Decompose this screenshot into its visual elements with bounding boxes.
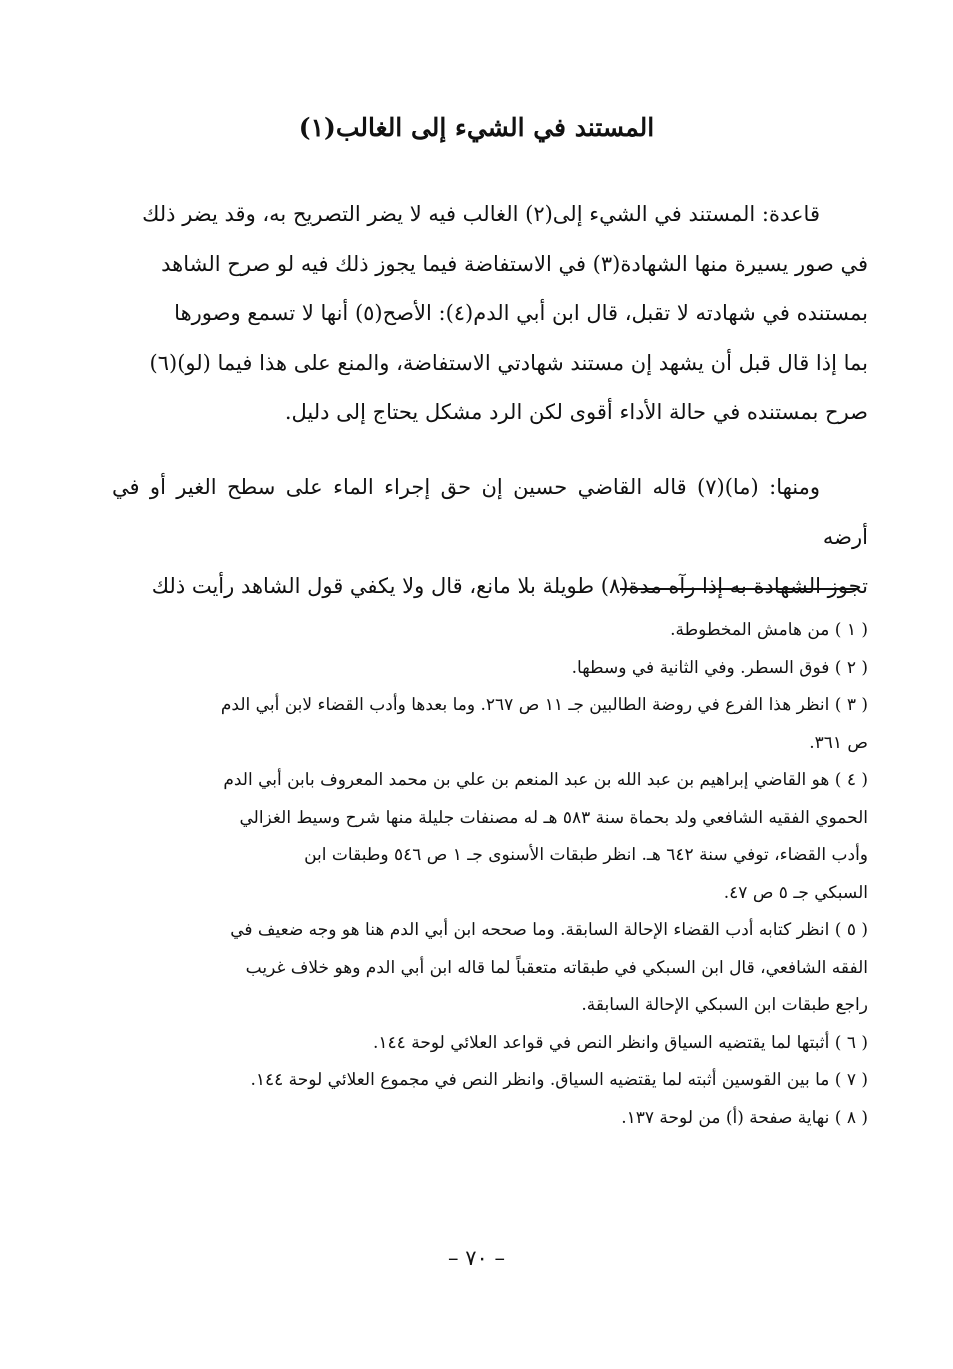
paragraph-line: بما إذا قال قبل أن يشهد إن مستند شهادتي الاستفاضة، والمنع على هذا فيما (لو)(٦) bbox=[149, 350, 868, 375]
footnote-4: ( ٤ ) هو القاضي إبراهيم بن عبد الله بن عبد المنعم بن علي بن محمد المعروف بابن أبي الدم bbox=[223, 770, 868, 790]
footnote-8: ( ٨ ) نهاية صفحة (أ) من لوحة ١٣٧. bbox=[621, 1107, 868, 1128]
footnotes bbox=[112, 612, 868, 1137]
paragraph-line: في صور يسيرة منها الشهادة(٣) في الاستفاضة فيما يجوز ذلك فيه لو صرح الشاهد bbox=[161, 251, 868, 276]
footnote-4-continuation: الحموي الفقيه الشافعي ولد بحماة سنة ٥٨٣ هـ له مصنفات جليلة منها شرح وسيط الغزالي bbox=[239, 807, 868, 828]
page-number: – ٧٠ – bbox=[448, 1246, 505, 1270]
footnote-7: ( ٧ ) ما بين القوسين أثبته لما يقتضيه السياق. وانظر النص في مجموع العلائي لوحة ١٤٤. bbox=[250, 1070, 868, 1090]
footnote-3-continuation: ص ٣٦١. bbox=[809, 732, 868, 753]
footnote-divider bbox=[620, 588, 858, 590]
footnote-4-continuation: السبكي جـ ٥ ص ٤٧. bbox=[723, 882, 868, 903]
footnote-4-continuation: وأدب القضاء، توفي سنة ٦٤٢ هـ. انظر طبقات الأسنوى جـ ١ ص ٥٤٦ وطبقات ابن bbox=[304, 845, 868, 865]
paragraph-line: تجوز الشهادة به إذا رآه مدة(٨) طويلة بلا مانع، قال ولا يكفي قول الشاهد رأيت ذلك bbox=[151, 574, 868, 598]
paragraph-line: بمستنده في شهادته لا تقبل، قال ابن أبي الدم(٤): الأصح(٥) أنها لا تسمع وصورها bbox=[174, 301, 868, 325]
footnote-6: ( ٦ ) أثبتها لما يقتضيه السياق وانظر النص في قواعد العلائي لوحة ١٤٤. bbox=[373, 1032, 868, 1053]
page-title: المستند في الشيء إلى الغالب(١) bbox=[298, 113, 655, 142]
footnote-5: ( ٥ ) انظر كتابه أدب القضاء الإحالة السابقة. وما صححه ابن أبي الدم هنا هو وجه ضعيف في bbox=[230, 920, 868, 940]
paragraph-rule bbox=[112, 190, 868, 438]
footnote-1: ( ١ ) من هامش المخطوطة. bbox=[670, 620, 868, 640]
paragraph-line: قاعدة: المستند في الشيء إلى(٢) الغالب فيه لا يضر التصريح به، وقد يضر ذلك bbox=[142, 202, 820, 226]
footnote-5-continuation: الفقه الشافعي، قال ابن السبكي في طبقاته متعقباً لما قاله ابن أبي الدم وهو خلاف غريب bbox=[245, 957, 868, 978]
paragraph-line: صرح بمستنده في حالة الأداء أقوى لكن الرد مشكل يحتاج إلى دليل. bbox=[284, 400, 868, 424]
paragraph-line: ومنها: (ما)(٧) قاله القاضي حسين إن حق إجراء الماء على سطح الغير أو في أرضه bbox=[112, 475, 868, 549]
footnote-2: ( ٢ ) فوق السطر. وفي الثانية في وسطها. bbox=[571, 657, 868, 678]
footnote-5-continuation: راجع طبقات ابن السبكي الإحالة السابقة. bbox=[581, 995, 868, 1015]
footnote-3: ( ٣ ) انظر هذا الفرع في روضة الطالبين جـ ١١ ص ٢٦٧. وما بعدها وأدب القضاء لابن أبي الدم bbox=[220, 695, 868, 715]
